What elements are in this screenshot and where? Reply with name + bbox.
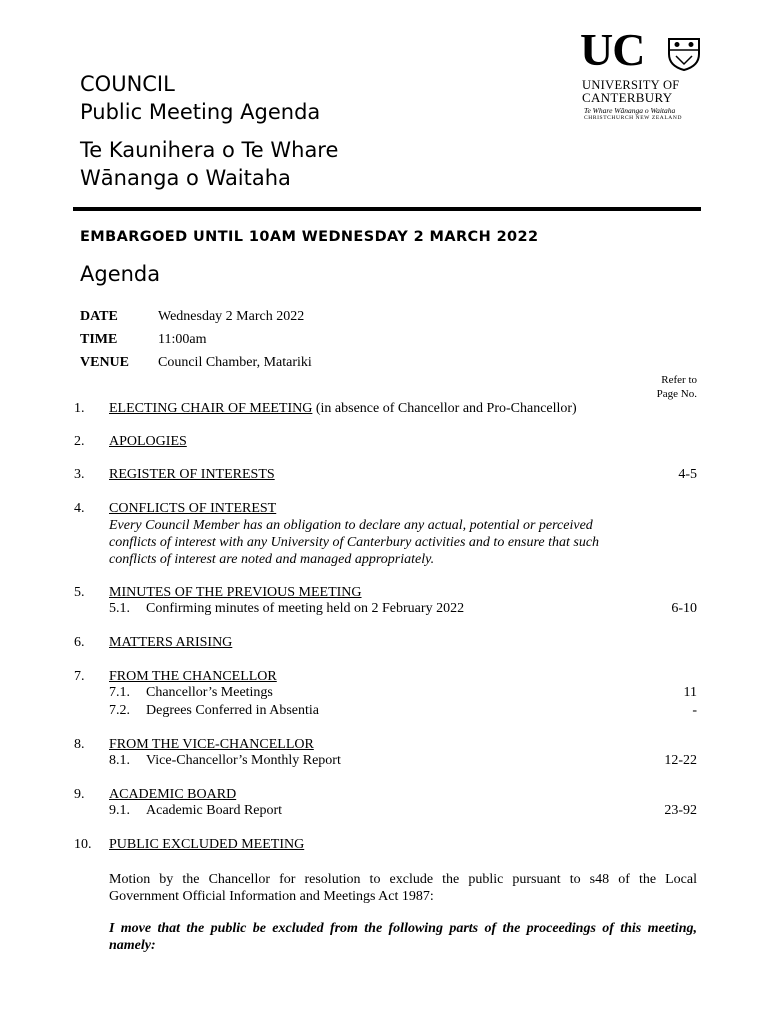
page-ref: 4-5 bbox=[678, 467, 697, 482]
item-title: MINUTES OF THE PREVIOUS MEETING bbox=[109, 585, 362, 600]
motion-resolution bbox=[109, 920, 697, 954]
page-ref: 23-92 bbox=[664, 803, 697, 818]
page-ref: 6-10 bbox=[671, 601, 697, 616]
maori-title bbox=[80, 136, 338, 192]
header-divider bbox=[73, 207, 701, 211]
page-ref: 11 bbox=[683, 685, 697, 700]
maori-line-1: Te Kaunihera o Te Whare bbox=[80, 138, 339, 162]
sub-item: Academic Board Report bbox=[146, 803, 283, 818]
page-ref: 12-22 bbox=[664, 753, 697, 768]
note-line: conflicts of interest with any University of Canterbury activities and to ensure that such bbox=[109, 535, 600, 550]
item-title: ACADEMIC BOARD bbox=[109, 787, 237, 802]
agenda-item-1 bbox=[109, 401, 577, 417]
item-number: 10. bbox=[74, 837, 92, 852]
embargo-notice: EMBARGOED UNTIL 10AM WEDNESDAY 2 MARCH 2022 bbox=[80, 229, 539, 245]
logo-line-2: CANTERBURY bbox=[582, 90, 673, 105]
item-number: 1. bbox=[74, 401, 85, 416]
page-ref: - bbox=[692, 703, 697, 718]
sub-number: 8.1. bbox=[109, 753, 130, 768]
title-line-2: Public Meeting Agenda bbox=[80, 100, 321, 124]
item-title: MATTERS ARISING bbox=[109, 635, 233, 650]
sub-item: Chancellor’s Meetings bbox=[146, 685, 273, 700]
motion-text bbox=[109, 871, 697, 905]
logo-mark: UC bbox=[580, 24, 645, 75]
agenda-heading: Agenda bbox=[80, 262, 161, 286]
sub-item: Degrees Conferred in Absentia bbox=[146, 703, 319, 718]
motion-line-1: Motion by the Chancellor for resolution to exclude the public pursuant to s48 of the Local bbox=[109, 872, 697, 887]
logo-line-3: Te Whare Wānanga o Waitaha bbox=[584, 106, 676, 115]
item-number: 2. bbox=[74, 434, 85, 449]
sub-number: 7.2. bbox=[109, 703, 130, 718]
time-value: 11:00am bbox=[158, 332, 207, 347]
date-label: DATE bbox=[80, 309, 118, 324]
title-line-1: COUNCIL bbox=[80, 72, 175, 96]
item-number: 5. bbox=[74, 585, 85, 600]
note-line: Every Council Member has an obligation to declare any actual, potential or perceived bbox=[109, 518, 593, 533]
crest-icon bbox=[666, 36, 702, 72]
venue-value: Council Chamber, Matariki bbox=[158, 355, 312, 370]
sub-number: 5.1. bbox=[109, 601, 130, 616]
item-number: 9. bbox=[74, 787, 85, 802]
item-note: (in absence of Chancellor and Pro-Chancellor) bbox=[312, 401, 577, 416]
item-title: PUBLIC EXCLUDED MEETING bbox=[109, 837, 305, 852]
sub-number: 9.1. bbox=[109, 803, 130, 818]
item-number: 7. bbox=[74, 669, 85, 684]
motion-line-2: Government Official Information and Meetings Act 1987: bbox=[109, 889, 434, 904]
item-title: FROM THE CHANCELLOR bbox=[109, 669, 277, 684]
item-title: CONFLICTS OF INTEREST bbox=[109, 501, 277, 516]
refer-line-1: Refer to bbox=[661, 374, 697, 386]
university-logo bbox=[580, 24, 704, 124]
item-title: ELECTING CHAIR OF MEETING bbox=[109, 401, 313, 416]
refer-line-2: Page No. bbox=[656, 388, 697, 400]
sub-item: Vice-Chancellor’s Monthly Report bbox=[146, 753, 341, 768]
time-label: TIME bbox=[80, 332, 118, 347]
sub-item: Confirming minutes of meeting held on 2 February 2022 bbox=[146, 601, 465, 616]
item-number: 4. bbox=[74, 501, 85, 516]
resolution-line-1: I move that the public be excluded from the following parts of the proceedings of this meeting, bbox=[109, 921, 697, 936]
date-value: Wednesday 2 March 2022 bbox=[158, 309, 305, 324]
item-number: 3. bbox=[74, 467, 85, 482]
item-title: APOLOGIES bbox=[109, 434, 187, 449]
maori-line-2: Wānanga o Waitaha bbox=[80, 166, 291, 190]
item-title: FROM THE VICE-CHANCELLOR bbox=[109, 737, 314, 752]
conflicts-note bbox=[109, 517, 599, 568]
logo-line-1: UNIVERSITY OF bbox=[582, 78, 680, 92]
item-number: 6. bbox=[74, 635, 85, 650]
logo-line-4: CHRISTCHURCH NEW ZEALAND bbox=[584, 115, 683, 121]
item-title: REGISTER OF INTERESTS bbox=[109, 467, 275, 482]
venue-label: VENUE bbox=[80, 355, 130, 370]
note-line: conflicts of interest are noted and managed appropriately. bbox=[109, 552, 435, 567]
page-title bbox=[80, 70, 320, 126]
resolution-line-2: namely: bbox=[109, 938, 156, 953]
refer-page-header bbox=[617, 373, 697, 401]
sub-number: 7.1. bbox=[109, 685, 130, 700]
item-number: 8. bbox=[74, 737, 85, 752]
